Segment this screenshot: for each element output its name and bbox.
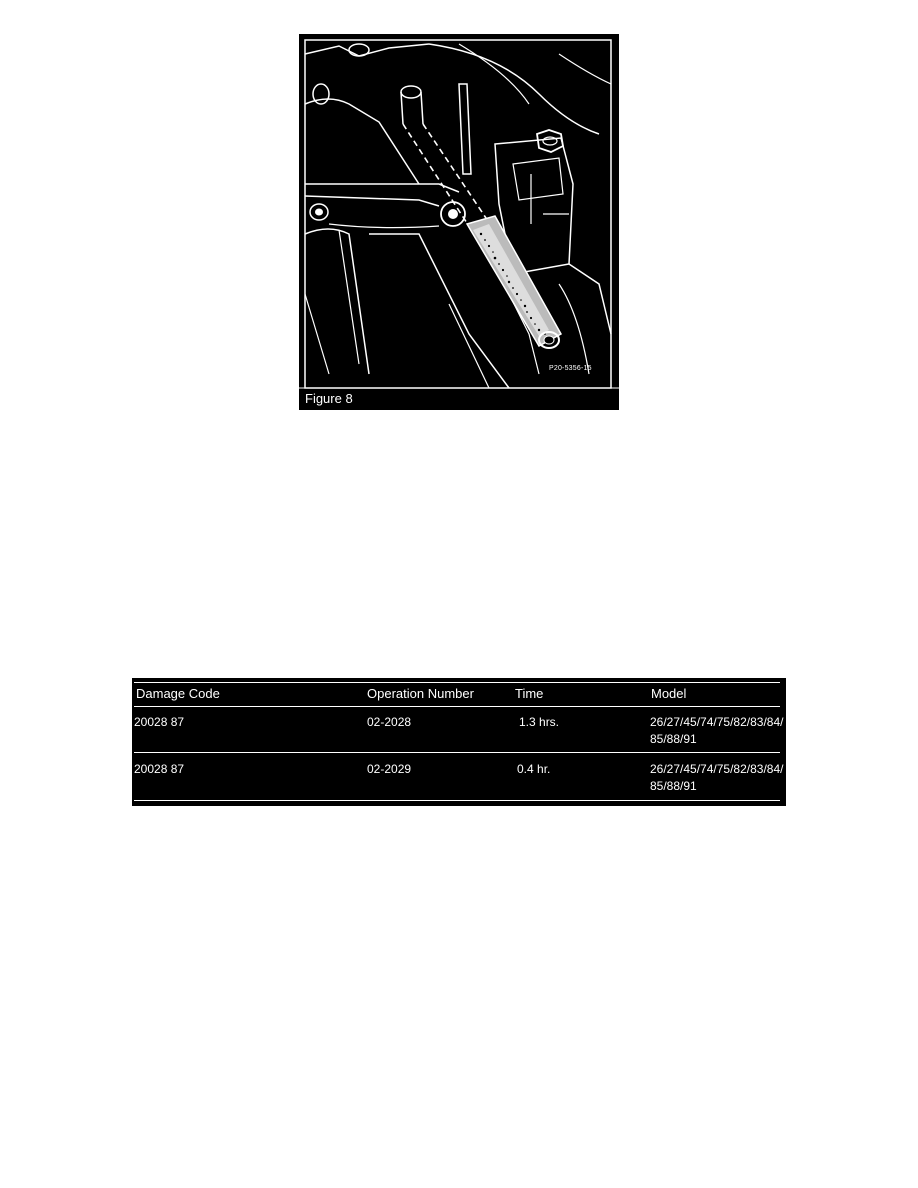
column-header-damage-code: Damage Code [136, 686, 220, 701]
table-bottom-rule [134, 800, 780, 801]
row-1-model: 26/27/45/74/75/82/83/84/85/88/91 [650, 715, 784, 746]
table-header-rule [134, 706, 780, 707]
row-2-damage-code: 20028 87 [134, 762, 185, 776]
column-header-time: Time [515, 686, 544, 701]
figure-caption: Figure 8 [305, 391, 353, 406]
column-header-model: Model [651, 686, 687, 701]
row-2-operation-number: 02-2029 [367, 762, 412, 776]
row-2-model: 26/27/45/74/75/82/83/84/85/88/91 [650, 762, 784, 793]
row-2-time: 0.4 hr. [517, 762, 551, 776]
table-row-rule [134, 752, 780, 753]
column-header-operation-number: Operation Number [367, 686, 474, 701]
row-1-operation-number: 02-2028 [367, 715, 412, 729]
figure-8-illustration [299, 34, 619, 410]
table-top-rule [134, 682, 780, 683]
row-1-time: 1.3 hrs. [519, 715, 560, 729]
engine-mount-drawing [299, 34, 619, 410]
labor-time-table [132, 678, 786, 806]
row-1-damage-code: 20028 87 [134, 715, 185, 729]
figure-reference-code: P20-5356-15 [549, 365, 592, 372]
